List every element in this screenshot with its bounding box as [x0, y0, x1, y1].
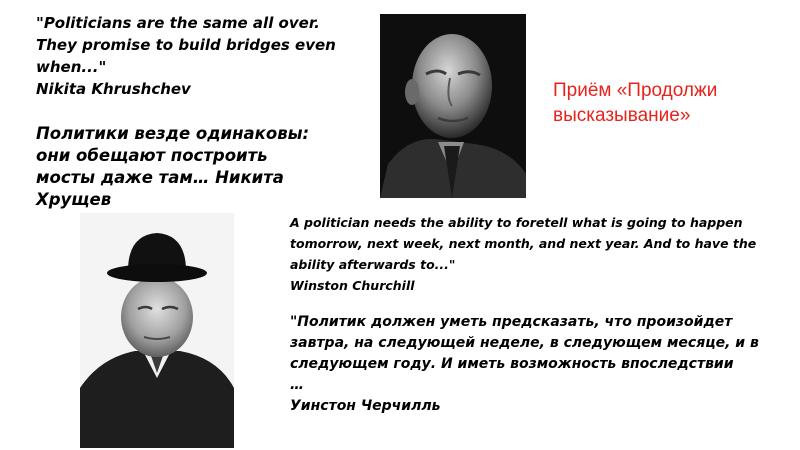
quote-line: They promise to build bridges even — [36, 36, 336, 54]
quote-line: … — [290, 377, 304, 393]
quote-line: "Политик должен уметь предсказать, что произойдет — [290, 314, 733, 330]
quote-line: следующем году. И иметь возможность впоследствии — [290, 356, 734, 372]
quote-line: A politician needs the ability to foretell what is going to happen — [290, 215, 743, 230]
quote-line: мосты даже там… Никита — [36, 168, 284, 187]
technique-title-line: Приём «Продолжи — [553, 80, 718, 101]
quote-line: when..." — [36, 58, 107, 76]
technique-title — [553, 78, 717, 128]
quote-line: завтра, на следующей неделе, в следующем месяце, и в — [290, 335, 759, 351]
quote-line: "Politicians are the same all over. — [36, 14, 320, 32]
quote-line: ability afterwards to..." — [290, 257, 456, 272]
khrushchev-photo — [380, 14, 526, 198]
churchill-quote-english — [290, 212, 756, 296]
quote-author: Nikita Khrushchev — [36, 80, 191, 98]
khrushchev-quote-russian — [36, 123, 309, 211]
quote-line: Хрущев — [36, 190, 112, 209]
quote-line: tomorrow, next week, next month, and next year. And to have the — [290, 236, 757, 251]
quote-line: Политики везде одинаковы: — [36, 124, 310, 143]
quote-author: Winston Churchill — [290, 278, 415, 293]
churchill-quote-russian — [290, 312, 759, 417]
technique-title-line: высказывание» — [553, 105, 691, 126]
quote-line: они обещают построить — [36, 146, 268, 165]
quote-author: Уинстон Черчилль — [290, 398, 441, 414]
churchill-photo — [80, 213, 234, 448]
khrushchev-quote-english — [36, 12, 336, 100]
